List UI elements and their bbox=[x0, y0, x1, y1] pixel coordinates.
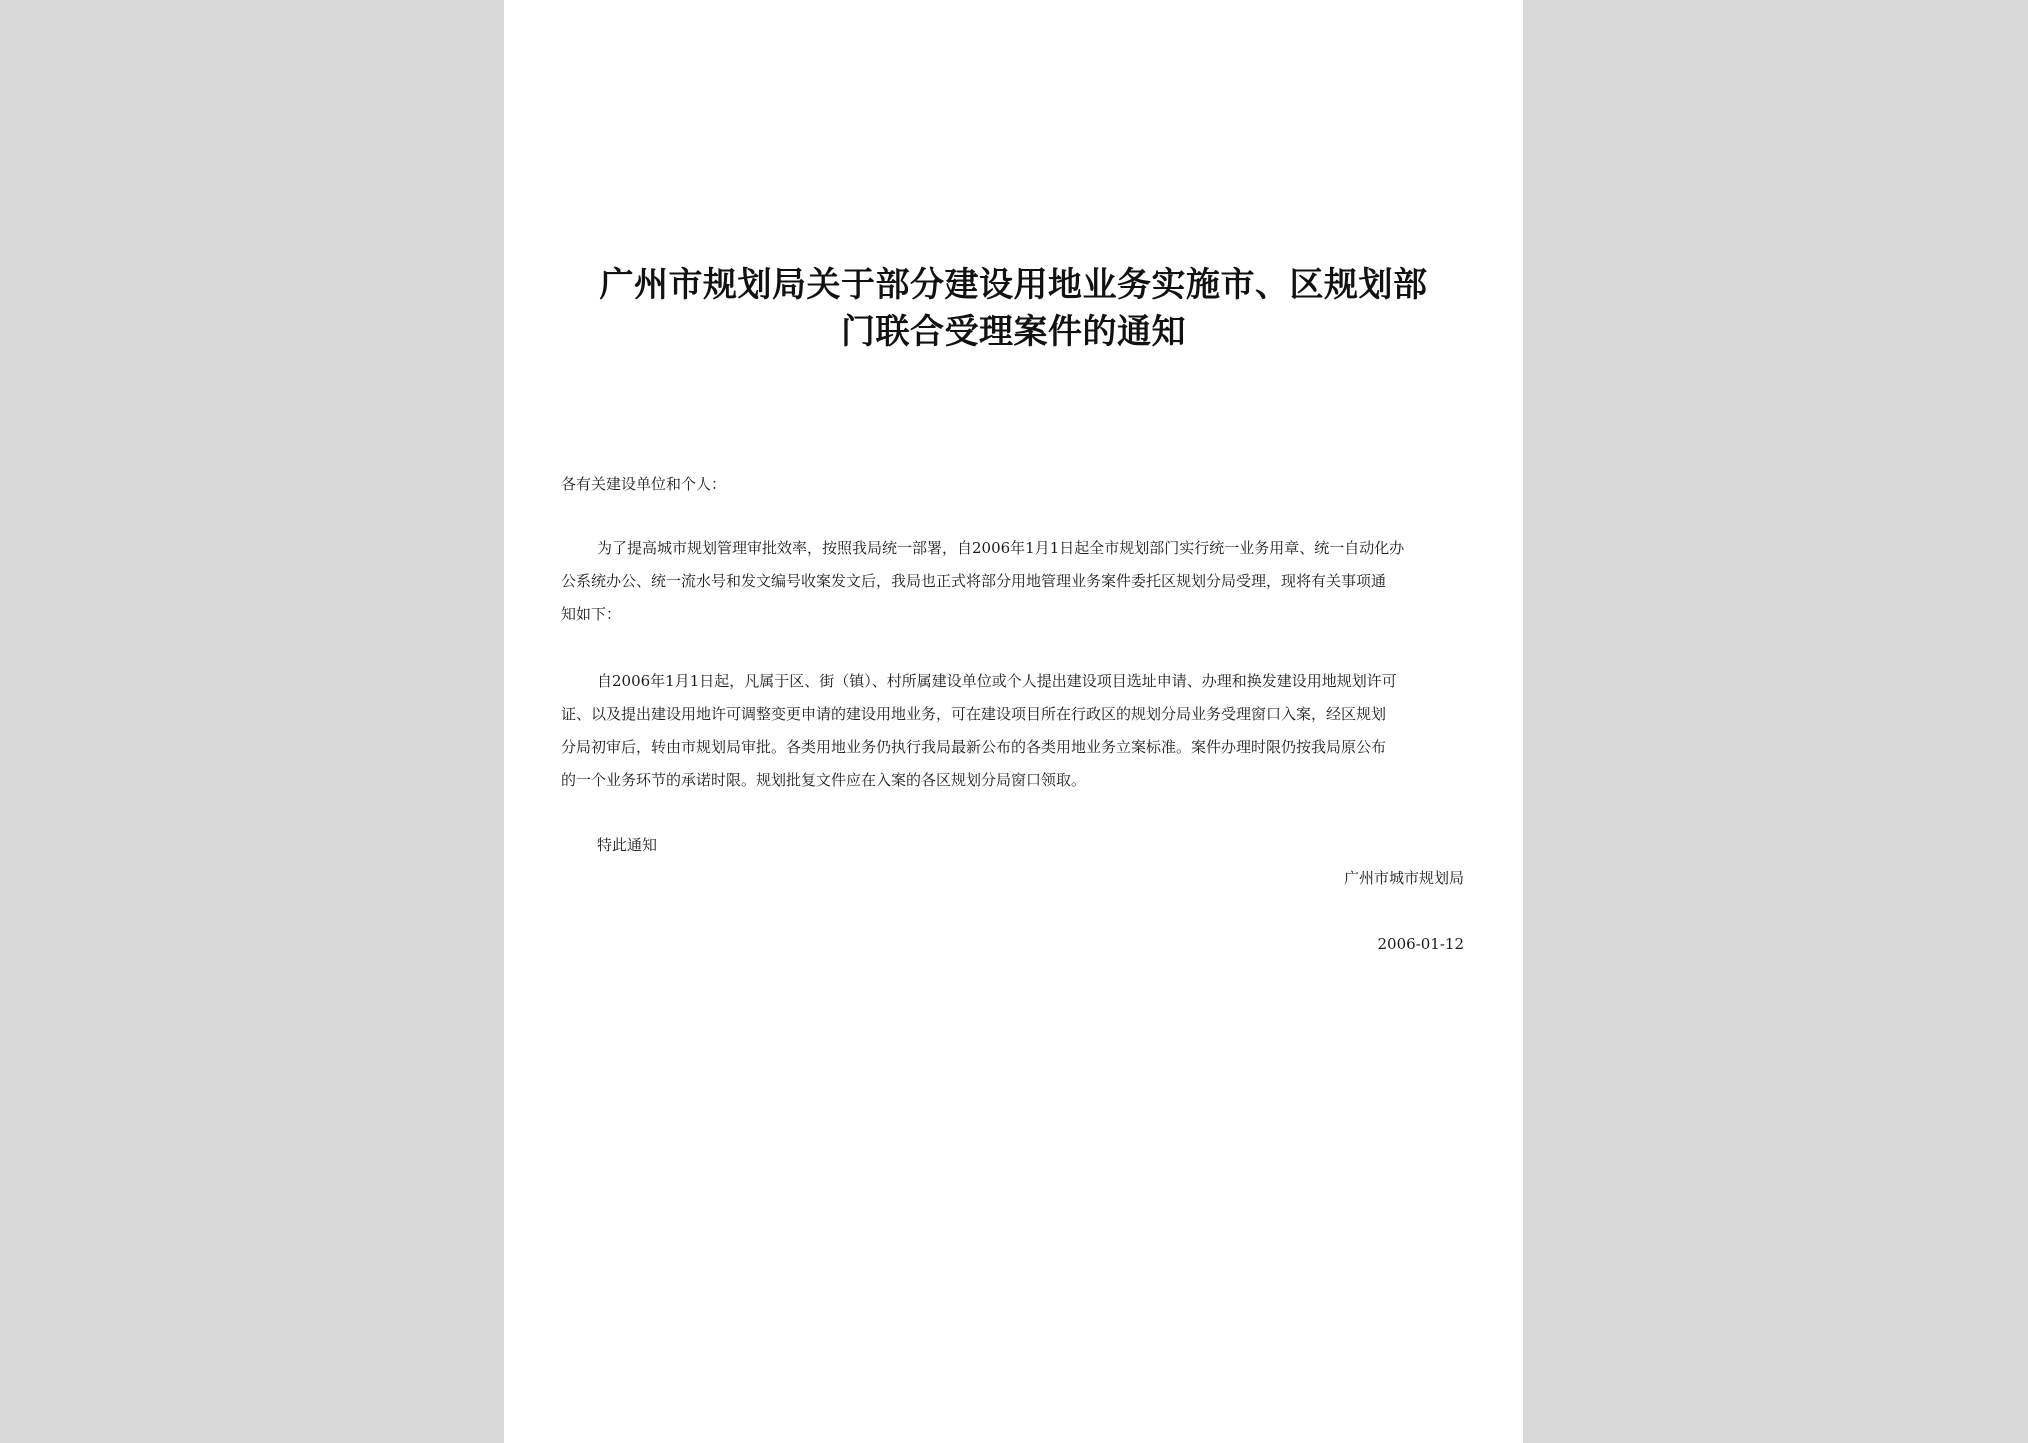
title-line-2: 门联合受理案件的通知 bbox=[841, 312, 1186, 352]
paragraph-1-line-3: 知如下： bbox=[561, 605, 622, 623]
salutation: 各有关建设单位和个人： bbox=[561, 475, 727, 493]
closing-remark: 特此通知 bbox=[597, 836, 658, 854]
paragraph-1-line-2: 公系统办公、统一流水号和发文编号收案发文后，我局也正式将部分用地管理业务案件委托区规划分局受理，现将有关事项通 bbox=[561, 572, 1387, 590]
title-line-1: 广州市规划局关于部分建设用地业务实施市、区规划部 bbox=[599, 265, 1428, 305]
paragraph-2-line-3: 分局初审后，转由市规划局审批。各类用地业务仍执行我局最新公布的各类用地业务立案标准。案件办理时限仍按我局原公布 bbox=[561, 738, 1387, 756]
paragraph-2-line-2: 证、以及提出建设用地许可调整变更申请的建设用地业务，可在建设项目所在行政区的规划分局业务受理窗口入案，经区规划 bbox=[561, 705, 1387, 723]
paragraph-1-line-1: 为了提高城市规划管理审批效率，按照我局统一部署，自2006年1月1日起全市规划部门实行统一业务用章、统一自动化办 bbox=[597, 539, 1405, 557]
paragraph-2-line-1: 自2006年1月1日起，凡属于区、街（镇）、村所属建设单位或个人提出建设项目选址申请、办理和换发建设用地规划许可 bbox=[597, 672, 1397, 690]
paragraph-2-line-4: 的一个业务环节的承诺时限。规划批复文件应在入案的各区规划分局窗口领取。 bbox=[561, 771, 1087, 789]
document-title bbox=[544, 262, 1483, 356]
paragraph-1 bbox=[561, 532, 1471, 631]
paragraph-2 bbox=[561, 665, 1471, 797]
issue-date: 2006-01-12 bbox=[1377, 935, 1464, 953]
issuer-signature: 广州市城市规划局 bbox=[1343, 869, 1464, 887]
document-page bbox=[504, 0, 1523, 1443]
